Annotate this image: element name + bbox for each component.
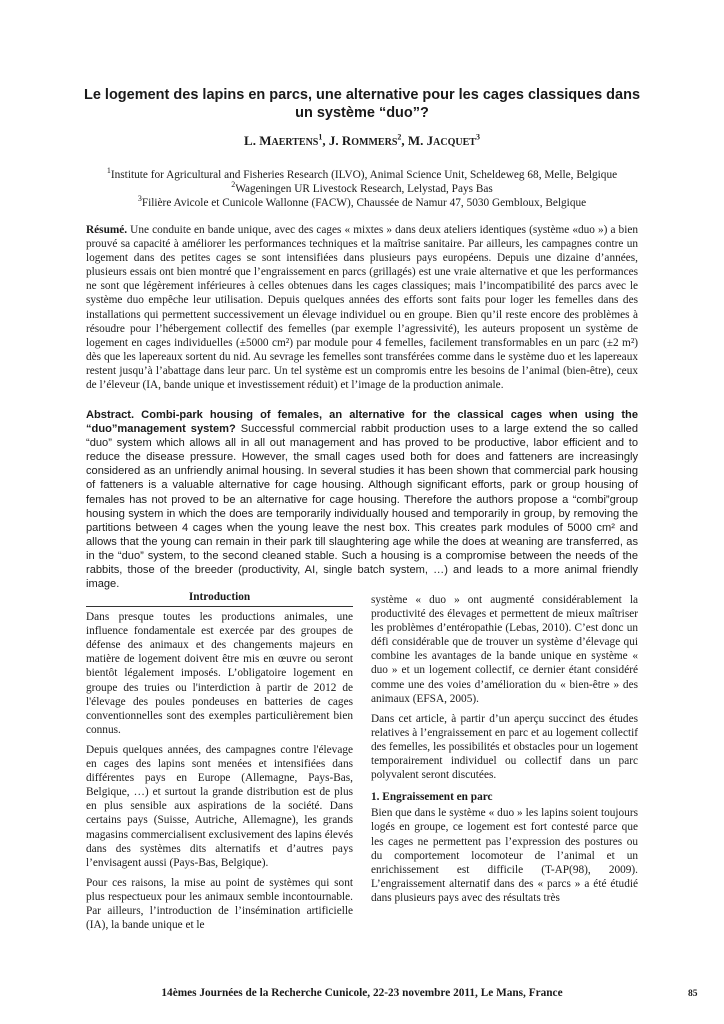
resume-label: Résumé. [86, 224, 128, 236]
affiliations [80, 168, 644, 210]
author-jacquet: M. JACQUET$^3$ [407, 132, 480, 148]
abstract-title: . Combi-park housing of females, an alternative for the classical cages when using the “duo”management system? [86, 409, 638, 436]
affiliation-3: $^3$Filière Avicole et Cunicole Wallonne (FACW), Chaussée de Namur 47, 5030 Gembloux, Belgique [137, 194, 587, 209]
intro-paragraph-2: Depuis quelques années, des campagnes contre l'élevage en cages des lapins sont menées et intensifiées dans différentes pays en Europe (Allemagne, Pays-Bas, Belgique, …) et surtout la grande distribution est de plus en plus sensible aux aspirations de la société. Dans certains pays (Suisse, Autriche, Allemagne), les grands magasins commercialisent exclusivement des lapins élevés dans des systèmes dits alternatifs et d’autres pays l’envisagent aussi (Pays-Bas, Belgique). [86, 743, 353, 869]
right-paragraph-3: Bien que dans le système « duo » les lapins soient toujours logés en groupe, ce logement est fort contesté parce que les cages ne permettent pas l’expression des postures ou du comportement locomoteur de l’animal et un enrichissement est difficile (T-AP(98), 2009). L’engraissement alternatif dans des « parcs » a été étudié dans plusieurs pays avec des résultats très [371, 807, 638, 904]
author-maertens: L. MAERTENS$^1$ [244, 132, 323, 148]
affiliation-1: $^1$Institute for Agricultural and Fisheries Research (ILVO), Animal Science Unit, Scheldeweg 68, Melle, Belgique [106, 166, 618, 181]
intro-paragraph-1: Dans presque toutes les productions animales, une influence fondamentale est exercée par des groupes de défense des animaux et des changements majeurs en matière de logement doivent être mis en œuvre ou seront bientôt légalement imposés. L’obligatoire logement en groupe des truies ou l'interdiction à partir de 2012 de l'élevage des poules pondeuses en batteries de cages conventionnelles sont des exemples particulièrement bien connus. [86, 611, 353, 736]
abstract-paragraph [86, 408, 638, 591]
right-paragraph-1: système « duo » ont augmenté considérablement la productivité des élevages et permettent de mieux maîtriser les problèmes d’entéropathie (Lebas, 2010). C’est donc un défi considérable que de trouver un système d’élevage qui combine les avantages de la bande unique en système « duo » et un logement collectif, ce dernier étant considéré comme une des voies d’amélioration du « bien-être » des animaux (EFSA, 2005). [371, 594, 638, 705]
intro-paragraph-3: Pour ces raisons, la mise au point de systèmes qui sont plus respectueux pour les animaux semble incontournable. Par ailleurs, l’introduction de l’insémination artificielle (IA), la bande unique et le [86, 876, 353, 932]
right-paragraph-2: Dans cet article, à partir d’un aperçu succinct des études relatives à l’engraissement en parc et au logement collectif des femelles, les possibilités et obstacles pour un logement temporairement individuel ou collectif dans un parc polyvalent seront discutées. [371, 712, 638, 782]
left-column [86, 590, 353, 938]
page-number: 85 [688, 989, 698, 999]
introduction-heading: Introduction [86, 590, 353, 607]
section-heading-engraissement: 1. Engraissement en parc [371, 791, 493, 804]
resume-text: Une conduite en bande unique, avec des cages « mixtes » dans deux ateliers identiques (système «duo ») a bien prouvé sa capacité à améliorer les performances techniques et la maîtrise sanitaire. Par ailleurs, les campagnes contre un logement dans des petites cages se sont intensifiées dans plusieurs pays européens. Depuis une dizaine d’années, plusieurs essais ont bien montré que l’engraissement en parcs (grillagés) est une vraie alternative et que les performances ne sont que légèrement inférieures à celles obtenues dans les cages classiques; mais l’incompatibilité des parcs avec le système duo empêche leur utilisation. Depuis quelques années des efforts sont faits pour loger les femelles dans des installations qui permettent successivement un élevage individuel ou en groupe. Bien qu’il reste encore des problèmes à résoudre pour l’hébergement collectif des femelles (par exemple l’agressivité), les auteurs proposent un système de logement en cages individuelles (±5000 cm²) par module pour 4 femelles, facilement transformables en un parc (±2 m²) dès que les lapereaux sortent du nid. Au sevrage les femelles sont transférées comme dans le système duo et les lapereaux restent jusqu’à l’abattage dans leur parc. Un tel système est un compromis entre les besoins de l’animal (bien-être), ceux de l’éleveur (IA, bande unique et investissement réduit) et l’image de la production animale. [86, 224, 638, 392]
affiliation-2: $^2$Wageningen UR Livestock Research, Lelystad, Pays Bas [231, 180, 493, 195]
conference-footer: 14èmes Journées de la Recherche Cunicole, 22-23 novembre 2011, Le Mans, France [161, 987, 563, 999]
abstract-label: Abstract [86, 409, 132, 421]
right-column [371, 593, 638, 911]
author-rommers: J. ROMMERS$^2$ [328, 132, 402, 148]
author-list: L. MAERTENS$^1$, J. ROMMERS$^2$, M. JACQUET$^3$ [244, 132, 480, 148]
abstract-text: Successful commercial rabbit production uses to a large extend the so called “duo” system which allows all in all out management and has proved to be productive, labor efficient and to reduce the disease pressure. However, the small cages used both for does and fatteners are increasingly considered as an unfriendly animal housing. In several studies it has been shown that commercial park housing of fatteners is a valuable alternative for cage housing. Although significant efforts, park or group housing of females has not proved to be an alternative for cage housing. Therefore the authors propose a “combi”group housing system in which the does are temporarily individually housed and temporarily in group, by removing the partitions between 4 cages when the young leave the nest box. This creates park modules of 5000 cm² and allows that the young can remain in their park till slaughtering age while the does at weaning are transferred, as in the “duo” system, to the second cleaned stable. Such a housing is a compromise between the needs of the rabbits, those of the breeder (productivity, AI, single batch system, …) and leads to a more animal friendly image. [86, 423, 638, 591]
paper-title: Le logement des lapins en parcs, une alternative pour les cages classiques dans un système “duo”? [83, 87, 641, 121]
resume-paragraph [86, 223, 638, 392]
